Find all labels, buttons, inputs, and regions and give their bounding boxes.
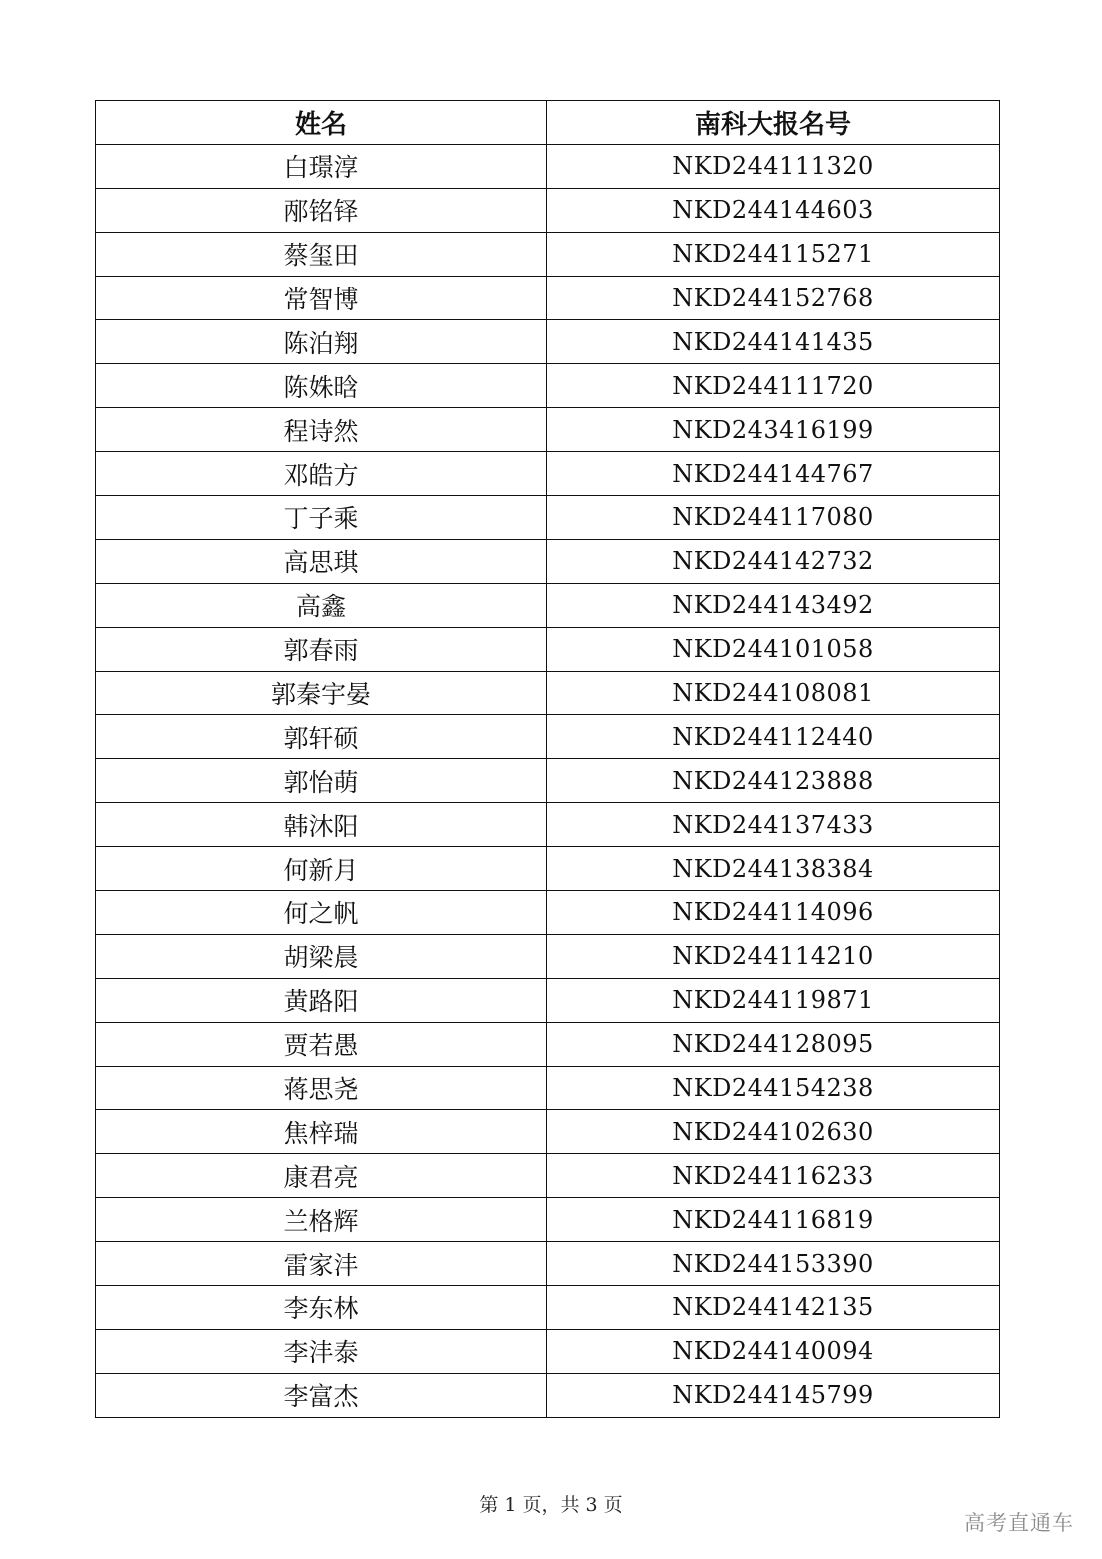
registration-number-cell: NKD244141435: [547, 320, 1000, 364]
registration-number-cell: NKD244111720: [547, 364, 1000, 408]
student-name-cell: 高鑫: [96, 583, 547, 627]
registration-number-cell: NKD244108081: [547, 671, 1000, 715]
registration-number-cell: NKD244115271: [547, 232, 1000, 276]
student-name-cell: 黄路阳: [96, 978, 547, 1022]
registration-number-cell: NKD244114210: [547, 934, 1000, 978]
table-row: [96, 847, 1000, 891]
student-name-cell: 康君亮: [96, 1154, 547, 1198]
student-name-cell: 邴铭铎: [96, 188, 547, 232]
table-row: [96, 188, 1000, 232]
student-name-cell: 高思琪: [96, 539, 547, 583]
student-name-cell: 郭秦宇晏: [96, 671, 547, 715]
registration-number-cell: NKD244119871: [547, 978, 1000, 1022]
table-row: [96, 144, 1000, 188]
student-name-cell: 蒋思尧: [96, 1066, 547, 1110]
registration-number-cell: NKD244144767: [547, 452, 1000, 496]
registration-number-cell: NKD244138384: [547, 847, 1000, 891]
student-name-cell: 郭怡萌: [96, 759, 547, 803]
table-row: [96, 364, 1000, 408]
table-row: [96, 1286, 1000, 1330]
student-name-cell: 焦梓瑞: [96, 1110, 547, 1154]
table-row: [96, 627, 1000, 671]
student-name-cell: 李富杰: [96, 1373, 547, 1417]
registration-number-cell: NKD244153390: [547, 1242, 1000, 1286]
table-row: [96, 715, 1000, 759]
registration-number-cell: NKD244145799: [547, 1373, 1000, 1417]
registration-number-cell: NKD244142732: [547, 539, 1000, 583]
registration-number-cell: NKD244123888: [547, 759, 1000, 803]
registration-number-cell: NKD244140094: [547, 1329, 1000, 1373]
registration-number-cell: NKD244114096: [547, 891, 1000, 935]
student-name-cell: 何之帆: [96, 891, 547, 935]
student-name-cell: 陈姝晗: [96, 364, 547, 408]
table-row: [96, 496, 1000, 540]
column-header-reg-no: 南科大报名号: [547, 101, 1000, 145]
table-row: [96, 1373, 1000, 1417]
registration-number-cell: NKD244152768: [547, 276, 1000, 320]
table-row: [96, 891, 1000, 935]
student-name-cell: 蔡玺田: [96, 232, 547, 276]
table-row: [96, 1329, 1000, 1373]
table-row: [96, 452, 1000, 496]
student-name-cell: 何新月: [96, 847, 547, 891]
table-row: [96, 671, 1000, 715]
table-row: [96, 583, 1000, 627]
registration-number-cell: NKD244111320: [547, 144, 1000, 188]
table-row: [96, 1066, 1000, 1110]
table-row: [96, 539, 1000, 583]
table-row: [96, 934, 1000, 978]
student-name-cell: 丁子乘: [96, 496, 547, 540]
table-row: [96, 1242, 1000, 1286]
watermark-text: 高考直通车: [964, 1511, 1074, 1535]
student-name-cell: 程诗然: [96, 408, 547, 452]
student-name-cell: 郭春雨: [96, 627, 547, 671]
student-name-cell: 兰格辉: [96, 1198, 547, 1242]
table-row: [96, 978, 1000, 1022]
student-name-cell: 李东林: [96, 1286, 547, 1330]
registration-number-cell: NKD244143492: [547, 583, 1000, 627]
registration-number-cell: NKD244142135: [547, 1286, 1000, 1330]
table-row: [96, 320, 1000, 364]
table-row: [96, 276, 1000, 320]
table-row: [96, 803, 1000, 847]
table-row: [96, 1110, 1000, 1154]
student-name-cell: 胡梁晨: [96, 934, 547, 978]
registration-number-cell: NKD244144603: [547, 188, 1000, 232]
table-header-row: [96, 101, 1000, 145]
student-name-cell: 白璟淳: [96, 144, 547, 188]
table-row: [96, 1154, 1000, 1198]
student-name-cell: 贾若愚: [96, 1022, 547, 1066]
student-name-cell: 李沣泰: [96, 1329, 547, 1373]
table-row: [96, 759, 1000, 803]
student-name-cell: 韩沐阳: [96, 803, 547, 847]
registration-number-cell: NKD244116819: [547, 1198, 1000, 1242]
table-row: [96, 232, 1000, 276]
registration-number-cell: NKD243416199: [547, 408, 1000, 452]
roster-table: [95, 100, 1000, 1418]
registration-number-cell: NKD244116233: [547, 1154, 1000, 1198]
student-name-cell: 郭轩硕: [96, 715, 547, 759]
table-body: [96, 144, 1000, 1417]
registration-number-cell: NKD244102630: [547, 1110, 1000, 1154]
student-name-cell: 常智博: [96, 276, 547, 320]
table-row: [96, 1022, 1000, 1066]
column-header-name: 姓名: [96, 101, 547, 145]
registration-number-cell: NKD244101058: [547, 627, 1000, 671]
registration-number-cell: NKD244112440: [547, 715, 1000, 759]
table-row: [96, 1198, 1000, 1242]
page-number: 第 1 页，共 3 页: [479, 1494, 623, 1516]
registration-number-cell: NKD244128095: [547, 1022, 1000, 1066]
registration-number-cell: NKD244117080: [547, 496, 1000, 540]
student-name-cell: 陈泊翔: [96, 320, 547, 364]
student-name-cell: 雷家沣: [96, 1242, 547, 1286]
registration-number-cell: NKD244154238: [547, 1066, 1000, 1110]
table-row: [96, 408, 1000, 452]
student-name-cell: 邓皓方: [96, 452, 547, 496]
registration-number-cell: NKD244137433: [547, 803, 1000, 847]
